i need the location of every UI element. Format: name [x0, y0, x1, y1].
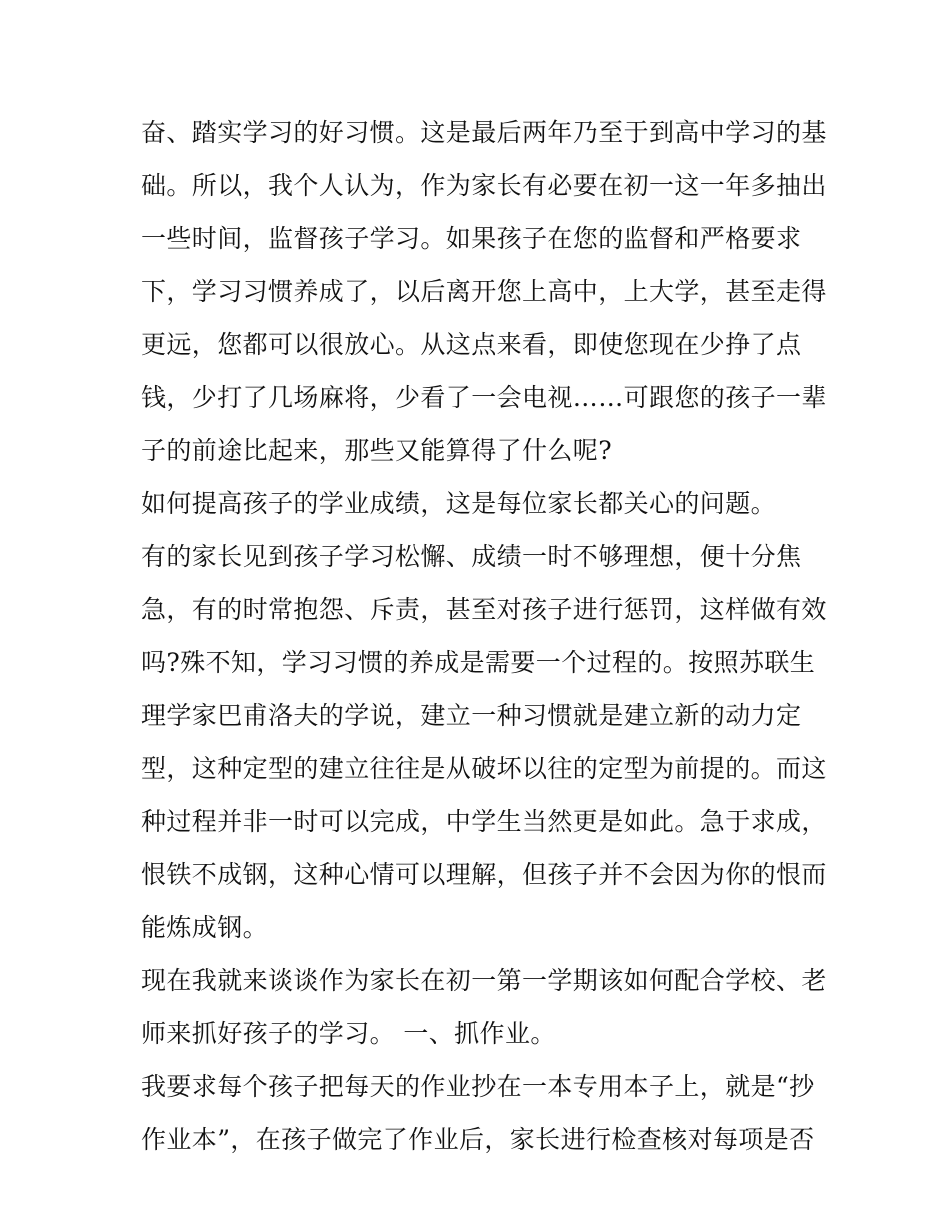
text-line: 师来抓好孩子的学习。 一、抓作业。	[141, 1019, 556, 1048]
text-line: 型，这种定型的建立往往是从破坏以往的定型为前提的。而这	[141, 754, 827, 783]
text-line: 有的家长见到孩子学习松懈、成绩一时不够理想，便十分焦	[141, 542, 802, 571]
text-line: 恨铁不成钢，这种心情可以理解，但孩子并不会因为你的恨而	[141, 860, 827, 889]
text-line: 吗?殊不知，学习习惯的养成是需要一个过程的。按照苏联生	[141, 648, 816, 677]
text-line: 础。所以，我个人认为，作为家长有必要在初一这一年多抽出	[141, 171, 827, 200]
text-line: 理学家巴甫洛夫的学说，建立一种习惯就是建立新的动力定	[141, 701, 802, 730]
text-line: 钱，少打了几场麻将，少看了一会电视……可跟您的孩子一辈	[141, 383, 827, 412]
body-text	[141, 106, 827, 1166]
text-line: 能炼成钢。	[141, 913, 269, 942]
text-line: 如何提高孩子的学业成绩，这是每位家长都关心的问题。	[141, 489, 777, 518]
text-line: 子的前途比起来，那些又能算得了什么呢?	[141, 436, 613, 465]
text-line: 作业本”，在孩子做完了作业后，家长进行检查核对每项是否	[141, 1125, 815, 1154]
text-line: 急，有的时常抱怨、斥责，甚至对孩子进行惩罚，这样做有效	[141, 595, 827, 624]
text-line: 一些时间，监督孩子学习。如果孩子在您的监督和严格要求	[141, 224, 802, 253]
text-line: 现在我就来谈谈作为家长在初一第一学期该如何配合学校、老	[141, 966, 827, 995]
text-line: 奋、踏实学习的好习惯。这是最后两年乃至于到高中学习的基	[141, 118, 827, 147]
text-line: 我要求每个孩子把每天的作业抄在一本专用本子上，就是“抄	[141, 1072, 815, 1101]
text-line: 种过程并非一时可以完成，中学生当然更是如此。急于求成，	[141, 807, 827, 836]
text-line: 下，学习习惯养成了，以后离开您上高中，上大学，甚至走得	[141, 277, 827, 306]
text-line: 更远，您都可以很放心。从这点来看，即使您现在少挣了点	[141, 330, 802, 359]
